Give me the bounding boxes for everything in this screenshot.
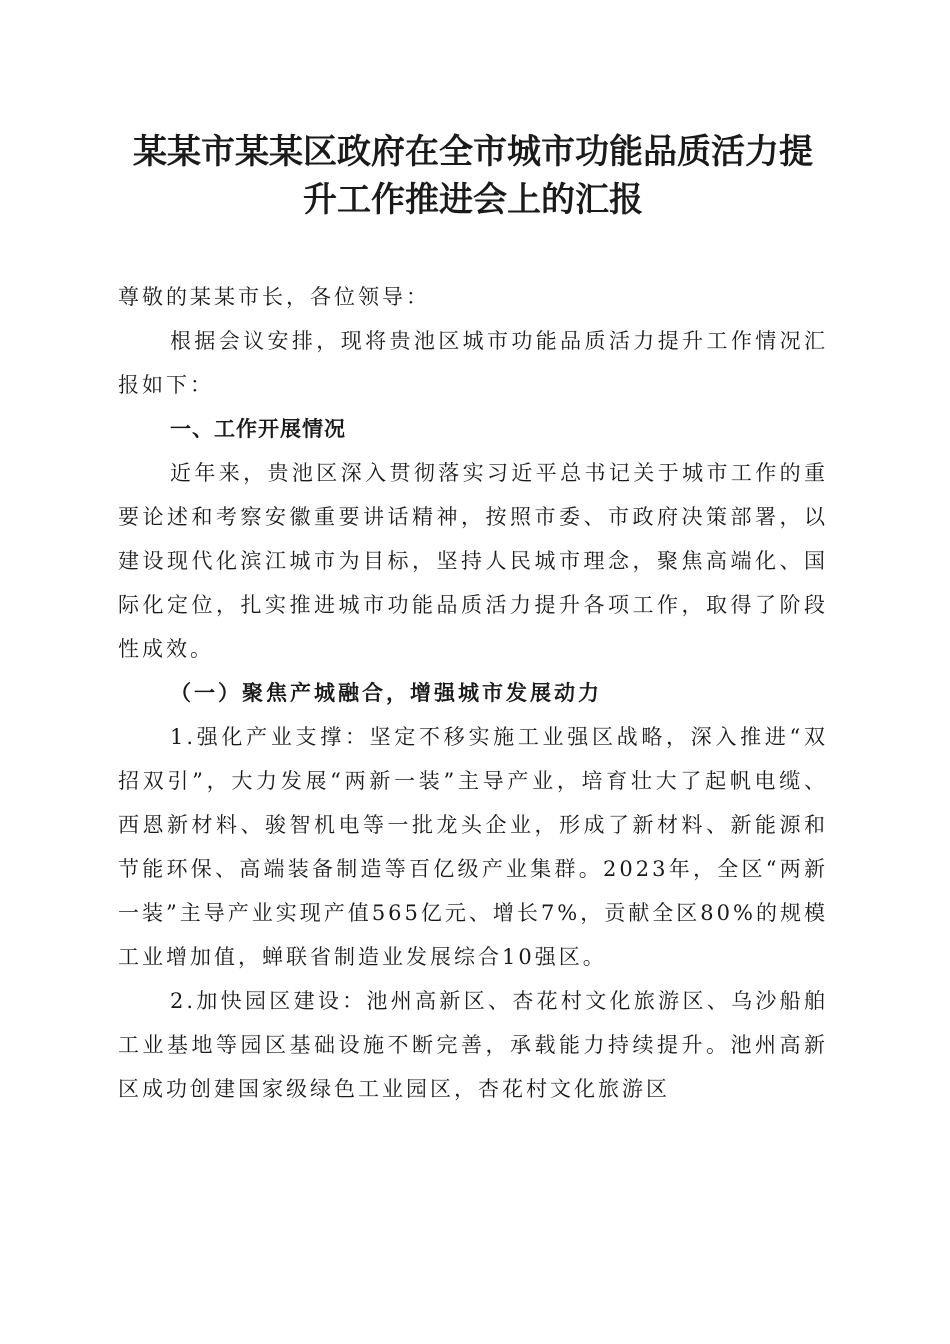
title-line-1: 某某市某某区政府在全市城市功能品质活力提: [133, 132, 813, 172]
salutation: 尊敬的某某市长，各位领导：: [118, 285, 430, 309]
section-paragraph: 近年来，贵池区深入贯彻落实习近平总书记关于城市工作的重要论述和考察安徽重要讲话精神，按照市委、市政府决策部署，以建设现代化滨江城市为目标，坚持人民城市理念，聚焦高端化、国际化定位，扎实推进城市功能品质活力提升各项工作，取得了阶段性成效。: [118, 461, 828, 661]
list-item-2: 2.加快园区建设：池州高新区、杏花村文化旅游区、乌沙船舶工业基地等园区基础设施不断完善，承载能力持续提升。池州高新区成功创建国家级绿色工业园区，杏花村文化旅游区: [118, 989, 828, 1101]
subsection-heading: （一）聚焦产城融合，增强城市发展动力: [170, 680, 602, 705]
intro-paragraph: 根据会议安排，现将贵池区城市功能品质活力提升工作情况汇报如下：: [118, 329, 828, 397]
document-page: [118, 128, 828, 1111]
list-item-1: 1.强化产业支撑：坚定不移实施工业强区战略，深入推进“双招双引”，大力发展“两新一装”主导产业，培育壮大了起帆电缆、西恩新材料、骏智机电等一批龙头企业，形成了新材料、新能源和节能环保、高端装备制造等百亿级产业集群。2023年，全区“两新一装”主导产业实现产值565亿元、增长7%，贡献全区80%的规模工业增加值，蝉联省制造业发展综合10强区。: [118, 725, 828, 969]
title-line-2: 升工作推进会上的汇报: [303, 180, 643, 220]
section-heading: 一、工作开展情况: [170, 417, 346, 441]
document-title: [118, 128, 828, 224]
